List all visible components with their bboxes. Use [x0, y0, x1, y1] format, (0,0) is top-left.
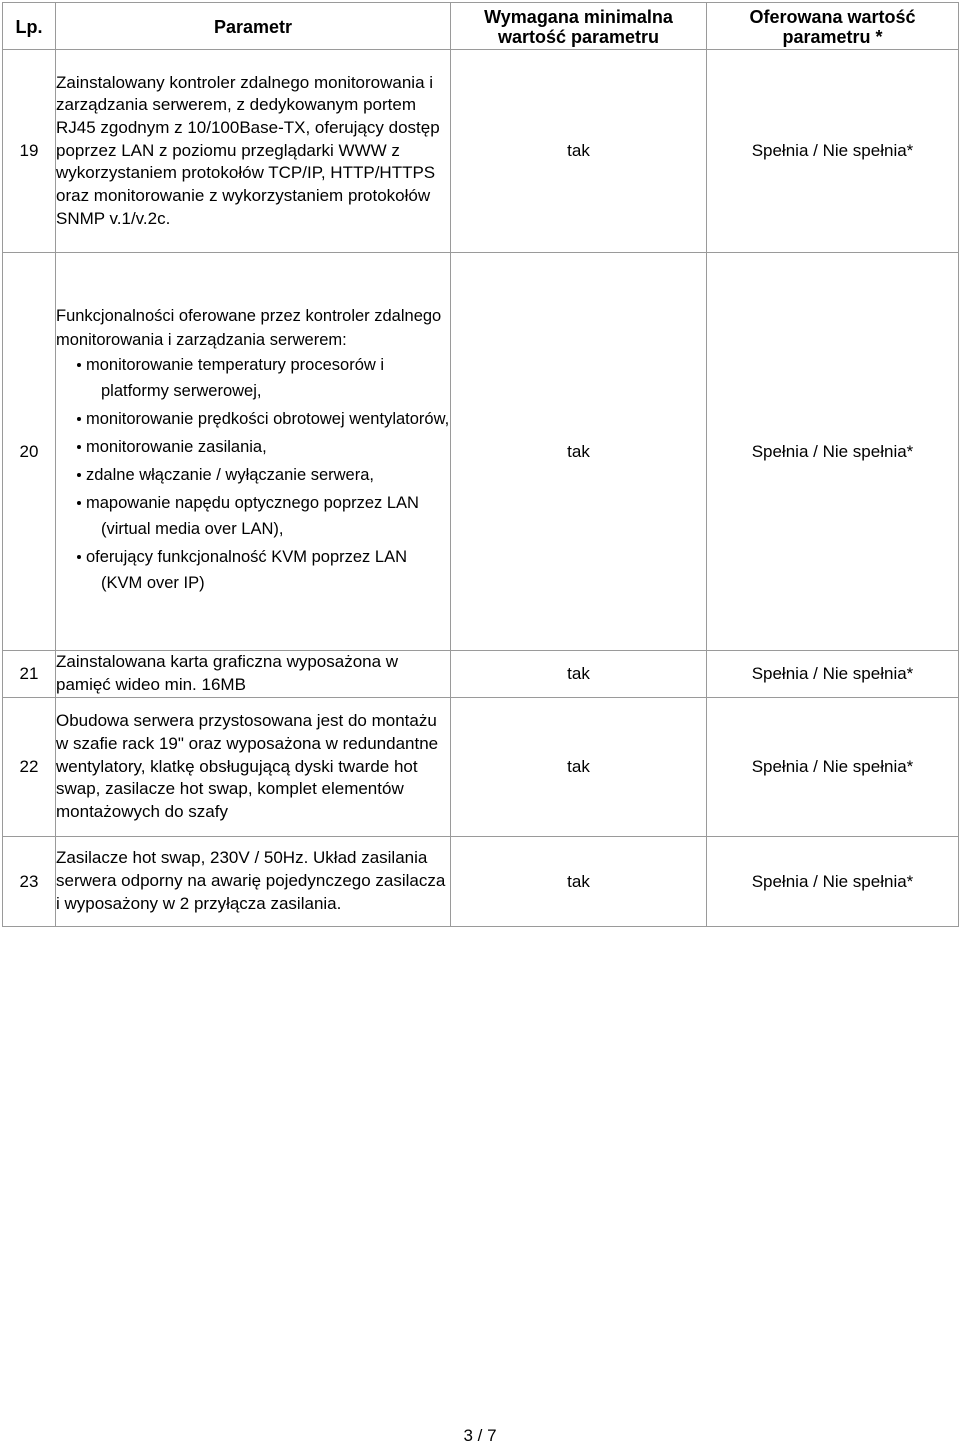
- list-item: [56, 406, 450, 432]
- spec-table: [2, 2, 959, 927]
- list-item: [56, 544, 450, 596]
- row-number: 22: [3, 698, 56, 837]
- table-row: [3, 253, 959, 651]
- offered-value: Spełnia / Nie spełnia*: [707, 651, 959, 698]
- row-number: 19: [3, 50, 56, 253]
- offered-value: Spełnia / Nie spełnia*: [707, 50, 959, 253]
- required-value: tak: [451, 698, 707, 837]
- offered-value: Spełnia / Nie spełnia*: [707, 253, 959, 651]
- list-item: [56, 490, 450, 542]
- bullet-icon: [77, 417, 81, 421]
- table-row: [3, 50, 959, 253]
- parameter-text: Zasilacze hot swap, 230V / 50Hz. Układ zasilania serwera odporny na awarię pojedynczego zasilacza i wyposażony w 2 przyłącza zasilania.: [56, 837, 451, 927]
- bullet-icon: [77, 445, 81, 449]
- list-item-text: mapowanie napędu optycznego poprzez LAN (virtual media over LAN),: [86, 493, 419, 538]
- bullet-icon: [77, 363, 81, 367]
- list-item: [56, 434, 450, 460]
- parameter-text: Zainstalowany kontroler zdalnego monitorowania i zarządzania serwerem, z dedykowanym portem RJ45 zgodnym z 10/100Base-TX, oferujący dostęp poprzez LAN z poziomu przeglądarki WWW z wykorzystaniem protokołów TCP/IP, HTTP/HTTPS oraz monitorowanie z wykorzystaniem protokołów SNMP v.1/v.2c.: [56, 50, 451, 253]
- offered-value: Spełnia / Nie spełnia*: [707, 837, 959, 927]
- bullet-icon: [77, 473, 81, 477]
- table-row: [3, 698, 959, 837]
- offered-value: Spełnia / Nie spełnia*: [707, 698, 959, 837]
- required-value: tak: [451, 253, 707, 651]
- header-lp: Lp.: [3, 3, 56, 50]
- parameter-text: Obudowa serwera przystosowana jest do montażu w szafie rack 19" oraz wyposażona w redundantne wentylatory, klatkę obsługującą dyski twarde hot swap, zasilacze hot swap, komplet elementów montażowych do szafy: [56, 698, 451, 837]
- parameter-cell: [56, 253, 451, 651]
- row-number: 20: [3, 253, 56, 651]
- header-parametr: Parametr: [56, 3, 451, 50]
- row-number: 23: [3, 837, 56, 927]
- bullet-icon: [77, 501, 81, 505]
- required-value: tak: [451, 651, 707, 698]
- table-row: [3, 651, 959, 698]
- header-oferowana: Oferowana wartość parametru *: [707, 3, 959, 50]
- required-value: tak: [451, 837, 707, 927]
- parameter-intro: Funkcjonalności oferowane przez kontroler zdalnego monitorowania i zarządzania serwerem:: [56, 307, 442, 349]
- page-number: 3 / 7: [463, 1426, 497, 1445]
- table-row: [3, 837, 959, 927]
- feature-list: [56, 352, 450, 596]
- header-wymagana: Wymagana minimalna wartość parametru: [451, 3, 707, 50]
- bullet-icon: [77, 555, 81, 559]
- table-header-row: [3, 3, 959, 50]
- row-number: 21: [3, 651, 56, 698]
- list-item-text: oferujący funkcjonalność KVM poprzez LAN (KVM over IP): [86, 547, 407, 592]
- list-item: [56, 352, 450, 404]
- list-item-text: monitorowanie zasilania,: [86, 437, 267, 456]
- list-item-text: zdalne włączanie / wyłączanie serwera,: [86, 465, 374, 484]
- list-item: [56, 462, 450, 488]
- list-item-text: monitorowanie temperatury procesorów i platformy serwerowej,: [86, 355, 385, 400]
- list-item-text: monitorowanie prędkości obrotowej wentylatorów,: [86, 409, 450, 428]
- parameter-text: Zainstalowana karta graficzna wyposażona w pamięć wideo min. 16MB: [56, 651, 451, 698]
- required-value: tak: [451, 50, 707, 253]
